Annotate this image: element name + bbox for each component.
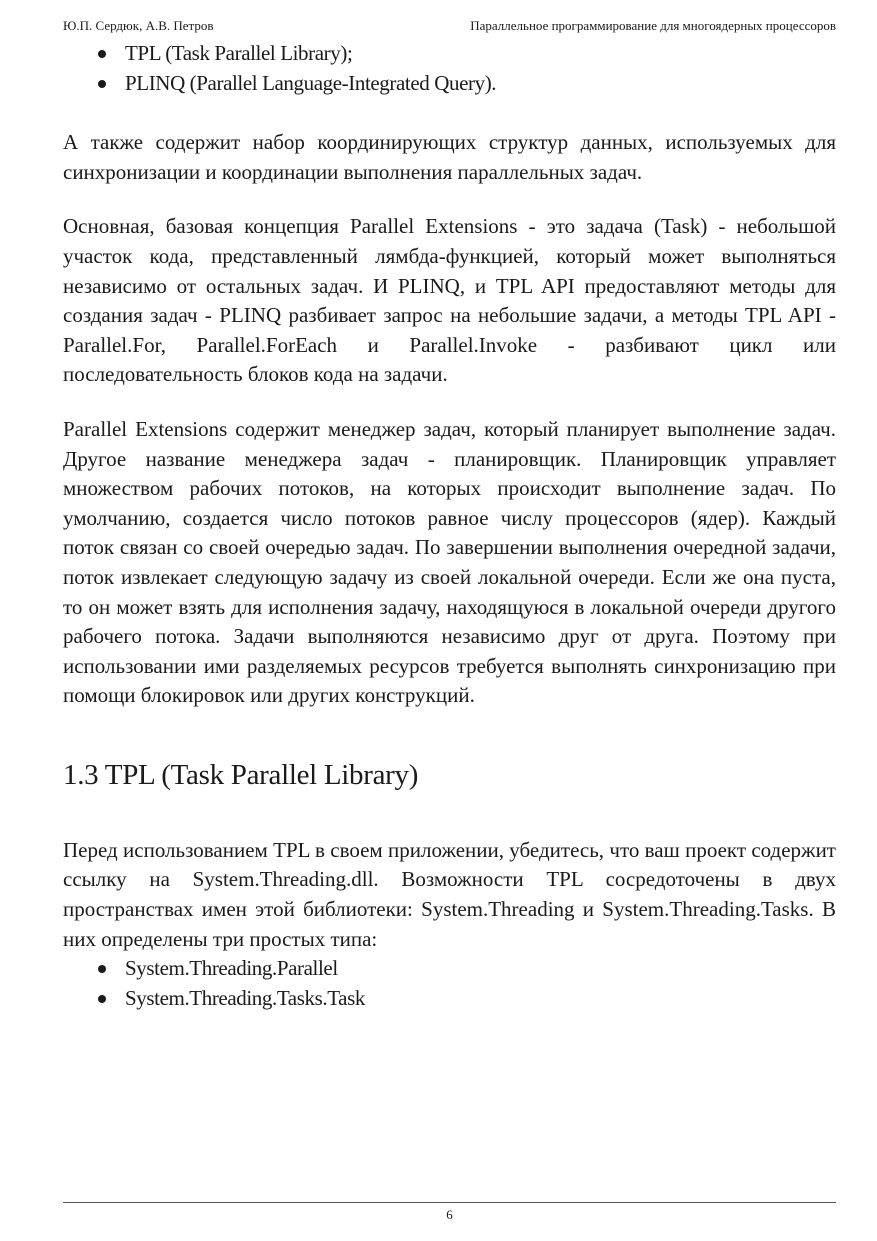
header-authors: Ю.П. Сердюк, А.В. Петров (63, 18, 214, 33)
paragraph-tpl-intro: Перед использованием TPL в своем приложении, убедитесь, что ваш проект содержит ссылку на System.Threading.dll. Возможности TPL сосредоточены в двух пространствах имен этой библиотеки: System.Threading и System.Threading.Tasks. В них определены три простых типа: (63, 837, 836, 951)
paragraph-task-manager: Parallel Extensions содержит менеджер задач, который планирует выполнение задач. Другое название менеджера задач - планировщик. Планировщик управляет множеством рабочих потоков, на которых происходит выполнение задач. По умолчанию, создается число потоков равное числу процессоров (ядер). Каждый поток связан со своей очередью задач. По завершении выполнения очередной задачи, поток извлекает следующую задачу из своей локальной очереди. Если же она пуста, то он может взять для исполнения задачу, находящуюся в локальной очереди другого рабочего потока. Задачи выполняются независимо друг от друга. Поэтому при использовании ими разделяемых ресурсов требуется выполнять синхронизацию при помощи блокировок или других конструкций. (63, 416, 836, 708)
list-item-text: PLINQ (Parallel Language-Integrated Query). (125, 70, 497, 95)
bullet-icon (98, 80, 106, 88)
list-item-text: System.Threading.Parallel (125, 956, 338, 981)
bullet-list-bottom (63, 954, 836, 1013)
footer-divider (63, 1202, 836, 1203)
bullet-icon (98, 50, 106, 58)
page-content (63, 39, 836, 1013)
list-item (63, 39, 836, 69)
bullet-icon (98, 965, 106, 973)
page-number: 6 (446, 1207, 453, 1222)
list-item-text: System.Threading.Tasks.Task (125, 985, 365, 1010)
paragraph-task-concept: Основная, базовая концепция Parallel Extensions - это задача (Task) - небольшой участок кода, представленный лямбда-функцией, который может выполняться независимо от остальных задач. И PLINQ, и TPL API предоставляют методы для создания задач - PLINQ разбивает запрос на небольшие задачи, а методы TPL API - Parallel.For, Parallel.ForEach и Parallel.Invoke - разбивают цикл или последовательность блоков кода на задачи. (63, 214, 836, 387)
bullet-list-top (63, 39, 836, 98)
document-page (63, 0, 836, 1241)
list-item (63, 69, 836, 99)
section-heading: 1.3 TPL (Task Parallel Library) (63, 758, 419, 791)
running-header (63, 17, 836, 37)
paragraph-coordinating-structures: А также содержит набор координирующих структур данных, используемых для синхронизации и координации выполнения параллельных задач. (63, 130, 836, 184)
list-item (63, 984, 836, 1014)
bullet-icon (98, 995, 106, 1003)
header-book-title: Параллельное программирование для многоядерных процессоров (470, 18, 836, 33)
list-item (63, 954, 836, 984)
list-item-text: TPL (Task Parallel Library); (125, 41, 353, 65)
